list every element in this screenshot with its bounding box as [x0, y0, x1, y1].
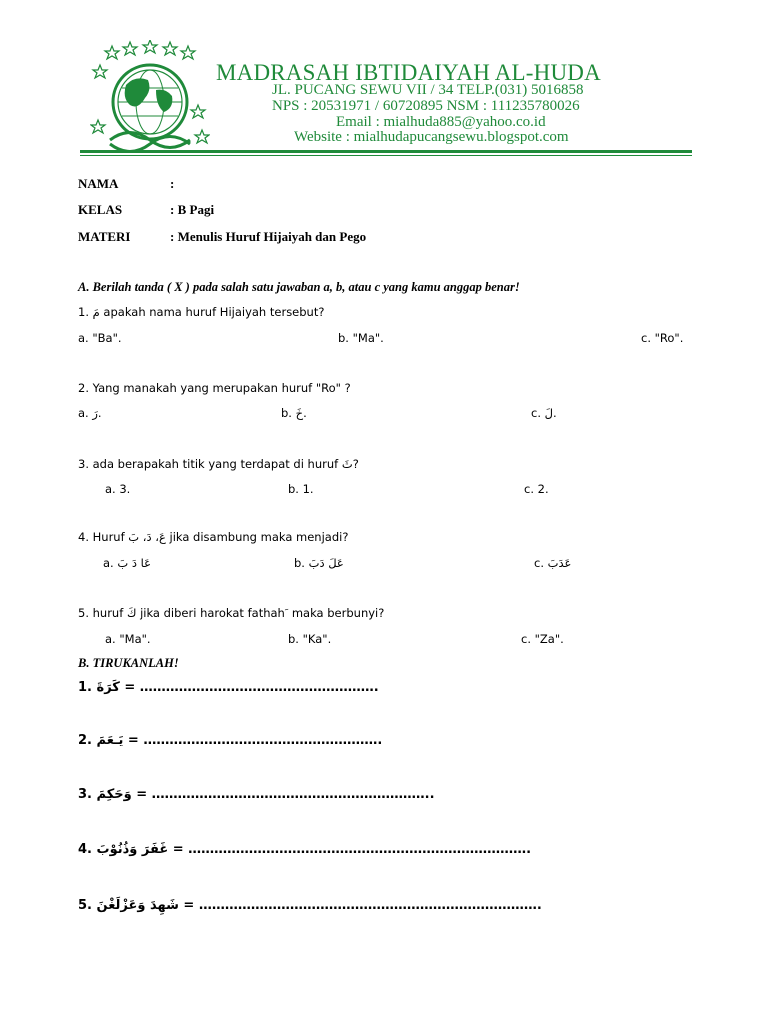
option-a: a. "Ma".: [105, 632, 151, 646]
arabic-word: شَهِدَ وَعَزْلَغْنَ: [96, 898, 179, 913]
option-c: c. "Ro".: [641, 331, 684, 345]
item-number: 3.: [78, 787, 92, 802]
answer-line: = …………………………………………………………………….: [172, 842, 532, 857]
star-icon: [91, 40, 209, 143]
nama-label: NAMA: [78, 176, 119, 191]
section-a-title: A. Berilah tanda ( X ) pada salah satu jawaban a, b, atau c yang kamu anggap benar!: [78, 280, 520, 294]
option-a: a. 3.: [105, 482, 131, 496]
copy-item-1: [78, 680, 379, 695]
option-a: a. "Ba".: [78, 331, 122, 345]
option-b: b. "Ma".: [338, 331, 384, 345]
school-logo: [90, 40, 210, 155]
answer-line: = …………………………………………………………………….: [183, 898, 542, 913]
arabic-word: كَرَةَ: [96, 680, 120, 695]
item-number: 2.: [78, 733, 92, 748]
header-divider-thin: [80, 155, 692, 156]
school-email: Email : mialhuda885@yahoo.co.id: [336, 114, 546, 130]
item-number: 5.: [78, 898, 92, 913]
item-number: 4.: [78, 842, 92, 857]
answer-line: = ……………………………………………….: [124, 680, 379, 695]
nama-value: :: [170, 176, 175, 191]
option-a: a. عَا دَ بَ: [103, 556, 151, 570]
arabic-word: غَفَرَ وَذُنُوْبَ: [96, 842, 169, 857]
question-text: 4. Huruf عَ، دَ، بَ jika disambung maka menjadi?: [78, 530, 349, 544]
kelas-value: : B Pagi: [170, 202, 215, 217]
materi-label: MATERI: [78, 229, 131, 244]
materi-value: : Menulis Huruf Hijaiyah dan Pego: [170, 229, 367, 244]
copy-item-5: [78, 898, 542, 913]
item-number: 1.: [78, 680, 92, 695]
option-c: c. 2.: [524, 482, 549, 496]
kelas-label: KELAS: [78, 202, 123, 217]
question-text: 5. huruf كَ jika diberi harokat fathah َ maka berbunyi?: [78, 606, 385, 620]
option-c: c. عَدَبَ: [534, 556, 572, 570]
school-name: MADRASAH IBTIDAIYAH AL-HUDA: [216, 60, 601, 85]
question-text: 2. Yang manakah yang merupakan huruf "Ro" ?: [78, 381, 351, 395]
option-b: b. "Ka".: [288, 632, 332, 646]
copy-item-4: [78, 842, 531, 857]
option-c: c. "Za".: [521, 632, 564, 646]
copy-item-3: [78, 787, 435, 802]
arabic-word: يَـعَمَ: [96, 733, 124, 748]
school-address: JL. PUCANG SEWU VII / 34 TELP.(031) 5016858: [272, 82, 584, 98]
copy-item-2: [78, 733, 382, 748]
arabic-word: وَحَكِمَ: [96, 787, 132, 802]
option-b: b. عَلَ دَبَ: [294, 556, 344, 570]
option-c: c. لَ.: [531, 406, 557, 420]
question-text: 1. مَ apakah nama huruf Hijaiyah tersebut?: [78, 305, 325, 319]
school-nps: NPS : 20531971 / 60720895 NSM : 111235780026: [272, 98, 580, 114]
answer-line: = ……………………………………………….: [127, 733, 383, 748]
answer-line: = ………………………………………………………..: [136, 787, 435, 802]
option-a: a. رَ.: [78, 406, 102, 420]
option-b: b. 1.: [288, 482, 314, 496]
school-website: Website : mialhudapucangsewu.blogspot.com: [294, 129, 569, 145]
option-b: b. خَ.: [281, 406, 307, 420]
section-b-title: B. TIRUKANLAH!: [78, 656, 179, 670]
header-divider: [80, 150, 692, 153]
question-text: 3. ada berapakah titik yang terdapat di huruf ثَ?: [78, 457, 359, 471]
